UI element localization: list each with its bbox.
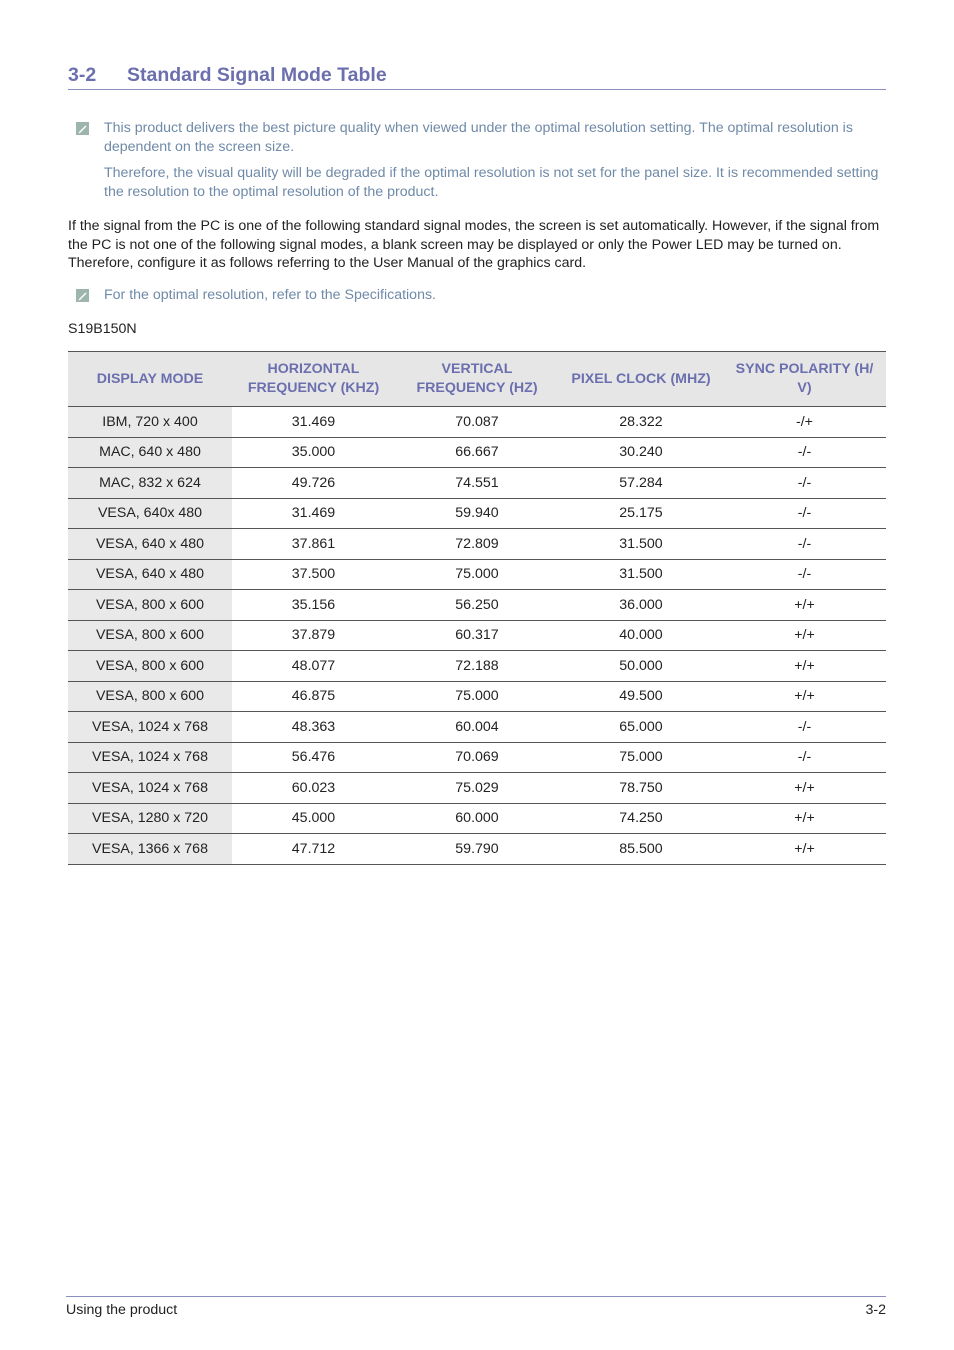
note-paragraph: This product delivers the best picture quality when viewed under the optimal resolution setting. The optimal resolution is dependent on the screen size. [104,120,853,155]
pixel-clock-cell: 25.175 [559,498,723,529]
body-paragraph: If the signal from the PC is one of the following standard signal modes, the screen is set automatically. However, if the signal from the PC is not one of the following signal modes, a blank screen may be displayed or only the Power LED may be turned on. Therefore, configure it as follows referring to the User Manual of the graphics card. [68,218,880,271]
section-number: 3-2 [68,64,97,86]
note-icon [76,289,89,302]
horizontal-frequency-cell: 49.726 [232,468,395,499]
horizontal-frequency-cell: 45.000 [232,803,395,834]
sync-polarity-cell: -/- [723,742,886,773]
horizontal-frequency-cell: 47.712 [232,834,395,865]
display-mode-cell: VESA, 640 x 480 [68,559,232,590]
table-row [68,468,886,499]
sync-polarity-cell: -/- [723,712,886,743]
horizontal-frequency-cell: 31.469 [232,498,395,529]
pixel-clock-cell: 49.500 [559,681,723,712]
sync-polarity-cell: +/+ [723,651,886,682]
table-header-row [68,352,886,407]
horizontal-frequency-cell: 35.000 [232,437,395,468]
pixel-clock-cell: 31.500 [559,559,723,590]
pixel-clock-cell: 65.000 [559,712,723,743]
horizontal-frequency-cell: 35.156 [232,590,395,621]
sync-polarity-cell: -/- [723,498,886,529]
sync-polarity-cell: +/+ [723,803,886,834]
sync-polarity-cell: +/+ [723,834,886,865]
sync-polarity-cell: -/- [723,559,886,590]
sync-polarity-cell: -/- [723,468,886,499]
display-mode-cell: VESA, 800 x 600 [68,651,232,682]
sync-polarity-cell: +/+ [723,681,886,712]
optimal-resolution-note [68,119,886,202]
column-header-display-mode: DISPLAY MODE [68,352,232,407]
vertical-frequency-cell: 59.940 [395,498,559,529]
display-mode-cell: VESA, 1024 x 768 [68,773,232,804]
display-mode-cell: VESA, 800 x 600 [68,681,232,712]
column-header-horizontal-frequency: HORIZONTAL FREQUENCY (KHZ) [232,352,395,407]
vertical-frequency-cell: 74.551 [395,468,559,499]
table-row [68,834,886,865]
vertical-frequency-cell: 66.667 [395,437,559,468]
pixel-clock-cell: 30.240 [559,437,723,468]
table-row [68,590,886,621]
vertical-frequency-cell: 75.000 [395,559,559,590]
table-row [68,529,886,560]
display-mode-cell: VESA, 1024 x 768 [68,712,232,743]
sync-polarity-cell: -/+ [723,407,886,438]
page-number: 3-2 [865,1302,886,1318]
display-mode-cell: VESA, 640x 480 [68,498,232,529]
table-row [68,620,886,651]
note-paragraph: Therefore, the visual quality will be degraded if the optimal resolution is not set for the panel size. It is recommended setting the resolution to the optimal resolution of the product. [104,165,879,200]
horizontal-frequency-cell: 46.875 [232,681,395,712]
pixel-clock-cell: 31.500 [559,529,723,560]
pixel-clock-cell: 78.750 [559,773,723,804]
pixel-clock-cell: 75.000 [559,742,723,773]
column-header-vertical-frequency: VERTICAL FREQUENCY (HZ) [395,352,559,407]
section-heading [68,62,886,90]
table-row [68,681,886,712]
column-header-sync-polarity: SYNC POLARITY (H/ V) [723,352,886,407]
horizontal-frequency-cell: 37.500 [232,559,395,590]
display-mode-cell: IBM, 720 x 400 [68,407,232,438]
display-mode-cell: MAC, 640 x 480 [68,437,232,468]
signal-mode-table [68,351,886,865]
table-row [68,559,886,590]
pixel-clock-cell: 74.250 [559,803,723,834]
display-mode-cell: VESA, 1024 x 768 [68,742,232,773]
page-footer [66,1296,886,1323]
horizontal-frequency-cell: 48.077 [232,651,395,682]
sync-polarity-cell: -/- [723,529,886,560]
display-mode-cell: VESA, 800 x 600 [68,620,232,651]
page-title: Standard Signal Mode Table [127,64,387,86]
horizontal-frequency-cell: 31.469 [232,407,395,438]
pixel-clock-cell: 36.000 [559,590,723,621]
horizontal-frequency-cell: 56.476 [232,742,395,773]
display-mode-cell: VESA, 800 x 600 [68,590,232,621]
display-mode-cell: VESA, 1366 x 768 [68,834,232,865]
table-row [68,742,886,773]
sync-polarity-cell: +/+ [723,620,886,651]
vertical-frequency-cell: 60.004 [395,712,559,743]
sync-polarity-cell: +/+ [723,590,886,621]
pixel-clock-cell: 85.500 [559,834,723,865]
vertical-frequency-cell: 56.250 [395,590,559,621]
vertical-frequency-cell: 72.809 [395,529,559,560]
table-row [68,773,886,804]
horizontal-frequency-cell: 60.023 [232,773,395,804]
pixel-clock-cell: 50.000 [559,651,723,682]
note-icon [76,122,89,135]
specifications-note [68,286,886,305]
display-mode-cell: MAC, 832 x 624 [68,468,232,499]
vertical-frequency-cell: 59.790 [395,834,559,865]
horizontal-frequency-cell: 37.879 [232,620,395,651]
table-row [68,712,886,743]
table-row [68,498,886,529]
vertical-frequency-cell: 60.000 [395,803,559,834]
pixel-clock-cell: 40.000 [559,620,723,651]
table-row [68,803,886,834]
sync-polarity-cell: -/- [723,437,886,468]
horizontal-frequency-cell: 37.861 [232,529,395,560]
sync-polarity-cell: +/+ [723,773,886,804]
horizontal-frequency-cell: 48.363 [232,712,395,743]
note-text: For the optimal resolution, refer to the Specifications. [104,287,436,303]
table-row [68,407,886,438]
vertical-frequency-cell: 72.188 [395,651,559,682]
vertical-frequency-cell: 70.087 [395,407,559,438]
table-row [68,651,886,682]
pixel-clock-cell: 28.322 [559,407,723,438]
table-row [68,437,886,468]
vertical-frequency-cell: 75.029 [395,773,559,804]
vertical-frequency-cell: 60.317 [395,620,559,651]
footer-chapter: Using the product [66,1302,178,1318]
vertical-frequency-cell: 75.000 [395,681,559,712]
pixel-clock-cell: 57.284 [559,468,723,499]
table-body [68,407,886,865]
vertical-frequency-cell: 70.069 [395,742,559,773]
model-name: S19B150N [68,321,137,337]
column-header-pixel-clock: PIXEL CLOCK (MHZ) [559,352,723,407]
display-mode-cell: VESA, 1280 x 720 [68,803,232,834]
display-mode-cell: VESA, 640 x 480 [68,529,232,560]
